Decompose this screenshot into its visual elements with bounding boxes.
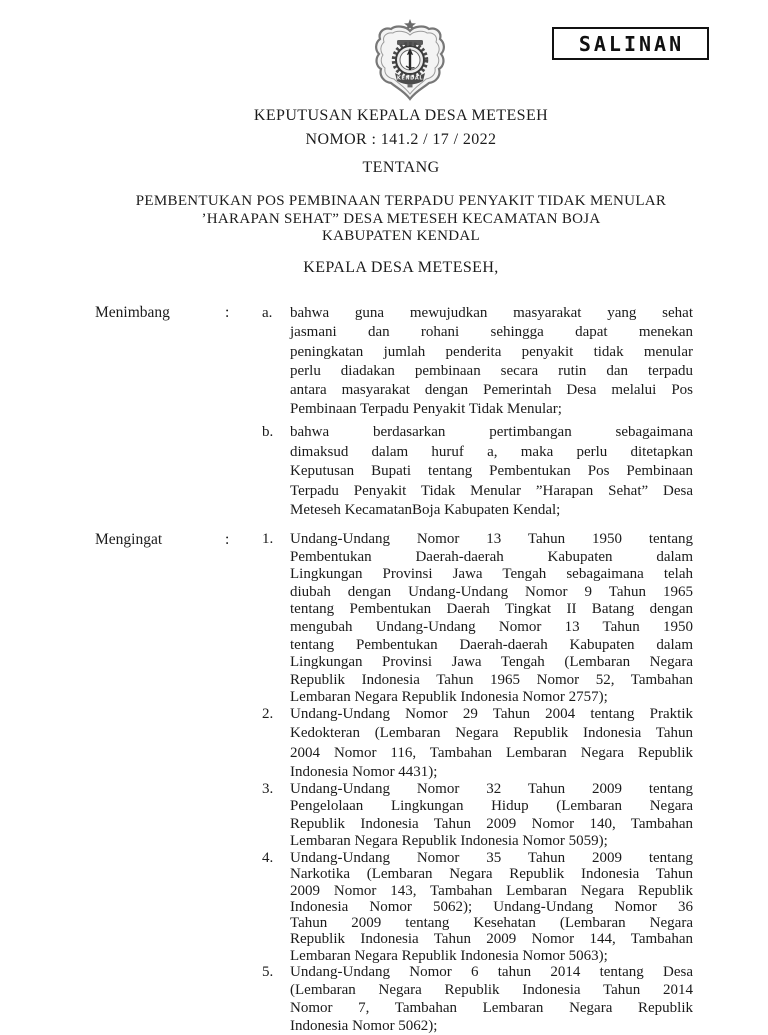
mengingat-item-4 [262, 850, 693, 964]
document-number: NOMOR : 141.2 / 17 / 2022 [305, 131, 497, 148]
item-text: bahwa guna mewujudkan masyarakat yang sehat jasmani dan rohani sehingga dapat menekan peningkatan jumlah penderita penyakit tidak menular perlu diadakan pembinaan secara rutin dan terpadu antara masyarakat dengan Pemerintah Desa melalui Pos Pembinaan Terpadu Penyakit Tidak Menular; [290, 305, 693, 418]
item-marker: a. [262, 305, 273, 321]
item-marker: b. [262, 424, 274, 440]
section-label-mengingat: Mengingat [95, 531, 163, 548]
item-text: Undang-Undang Nomor 35 Tahun 2009 tentang Narkotika (Lembaran Negara Republik Indonesia Tahun 2009 Nomor 143, Tambahan Lembaran Negara Republik Indonesia Nomor 5062); Undang-Undang Nomor 36 Tahun 2009 tentang Kesehatan (Lembaran Negara Republik Indonesia Tahun 2009 Nomor 144, Tambahan Lembaran Negara Republik Indonesia Nomor 5063); [290, 850, 693, 964]
menimbang-item-a [262, 304, 693, 420]
crest-caption: KENDAL [396, 75, 424, 82]
item-text: Undang-Undang Nomor 32 Tahun 2009 tentang Pengelolaan Lingkungan Hidup (Lembaran Negara Republik Indonesia Tahun 2009 Nomor 140, Tambahan Lembaran Negara Republik Indonesia Nomor 5059); [290, 781, 693, 850]
tentang-heading: TENTANG [362, 159, 440, 176]
mengingat-item-5 [262, 963, 693, 1035]
kendal-coat-of-arms-icon [366, 18, 454, 102]
item-marker: 2. [262, 706, 274, 722]
salinan-stamp [552, 27, 709, 60]
mengingat-item-2 [262, 705, 693, 783]
document-subject: PEMBENTUKAN POS PEMBINAAN TERPADU PENYAKIT TIDAK MENULAR ’HARAPAN SEHAT” DESA METESEH KECAMATAN BOJA KABUPATEN KENDAL [135, 193, 667, 245]
item-marker: 3. [262, 781, 274, 797]
mengingat-item-3 [262, 781, 693, 851]
salinan-stamp-label: SALINAN [578, 31, 685, 56]
item-text: Undang-Undang Nomor 6 tahun 2014 tentang Desa (Lembaran Negara Republik Indonesia Tahun 2014 Nomor 7, Tambahan Lembaran Negara Republik Indonesia Nomor 5062); [290, 964, 693, 1034]
section-colon: : [225, 304, 230, 321]
section-colon: : [225, 531, 230, 548]
section-label-menimbang: Menimbang [95, 304, 170, 321]
item-text: Undang-Undang Nomor 29 Tahun 2004 tentang Praktik Kedokteran (Lembaran Negara Republik Indonesia Tahun 2004 Nomor 116, Tambahan Lembaran Negara Republik Indonesia Nomor 4431); [290, 706, 693, 781]
document-title: KEPUTUSAN KEPALA DESA METESEH [253, 107, 549, 124]
item-text: Undang-Undang Nomor 13 Tahun 1950 tentang Pembentukan Daerah-daerah Kabupaten dalam Lingkungan Provinsi Jawa Tengah sebagaimana telah diubah dengan Undang-Undang Nomor 9 Tahun 1965 tentang Pembentukan Daerah Tingkat II Batang dengan mengubah Undang-Undang Nomor 13 Tahun 1950 tentang Pembentukan Daerah-daerah Kabupaten dalam Lingkungan Provinsi Jawa Tengah (Lembaran Negara Republik Indonesia Tahun 1965 Nomor 52, Tambahan Lembaran Negara Republik Indonesia Nomor 2757); [290, 531, 693, 706]
item-text: bahwa berdasarkan pertimbangan sebagaimana dimaksud dalam huruf a, maka perlu ditetapkan Keputusan Bupati tentang Pembentukan Pos Pembinaan Terpadu Penyakit Tidak Menular ”Harapan Sehat” Desa Meteseh KecamatanBoja Kabupaten Kendal; [290, 424, 693, 519]
item-marker: 5. [262, 964, 274, 980]
salutation: KEPALA DESA METESEH, [303, 259, 499, 276]
item-marker: 1. [262, 531, 274, 547]
item-marker: 4. [262, 850, 274, 866]
mengingat-item-1 [262, 531, 693, 707]
menimbang-item-b [262, 423, 693, 521]
